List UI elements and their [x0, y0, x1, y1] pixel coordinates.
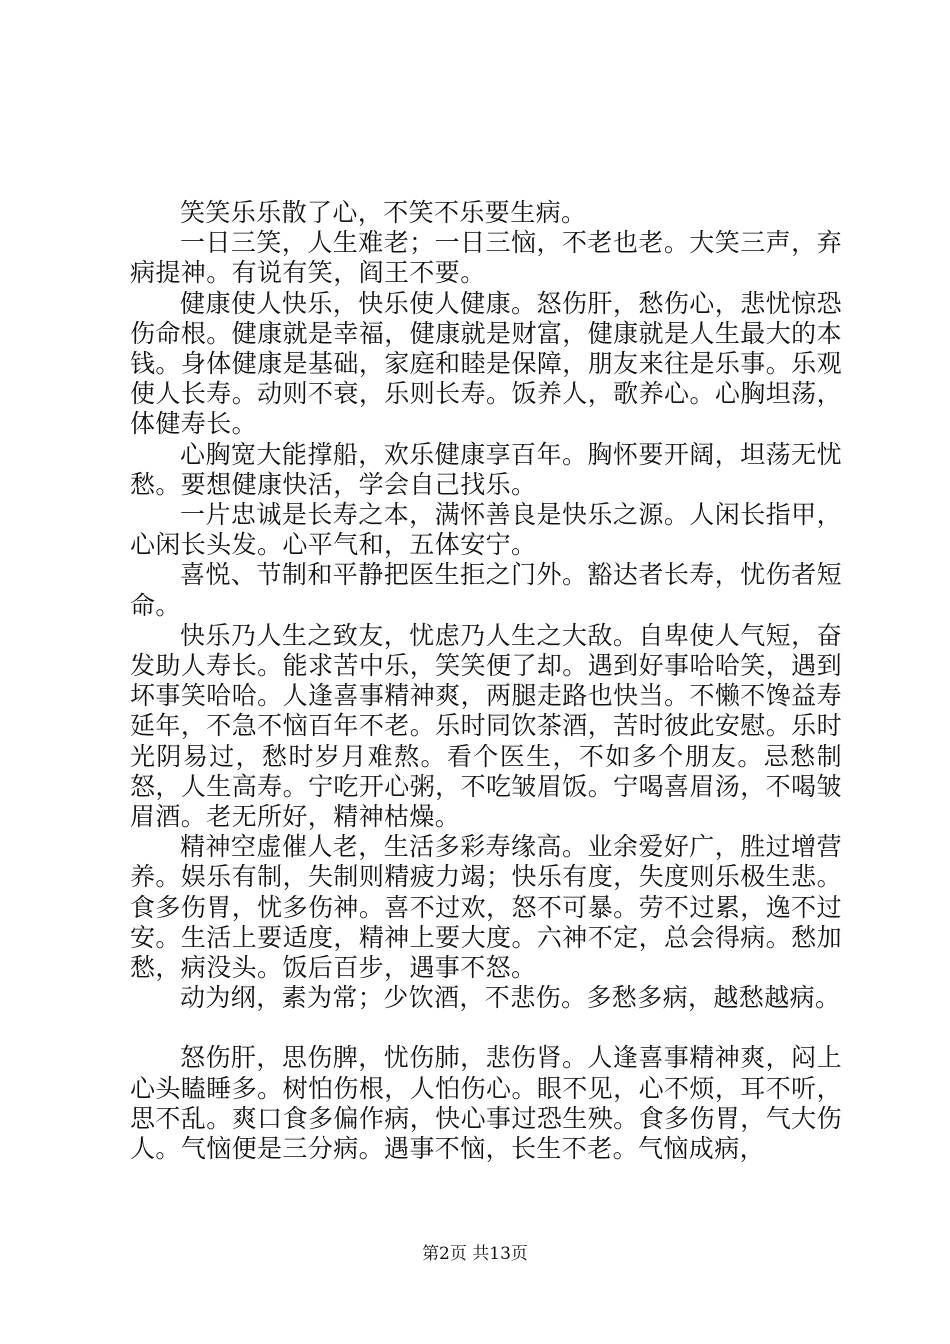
paragraph-4: 心胸宽大能撑船，欢乐健康享百年。胸怀要开阔，坦荡无忧愁。要想健康快活，学会自己找乐。 — [130, 439, 842, 499]
paragraph-1: 笑笑乐乐散了心，不笑不乐要生病。 — [180, 198, 587, 227]
paragraph-5: 一片忠诚是长寿之本，满怀善良是快乐之源。人闲长指甲，心闲长头发。心平气和，五体安宁。 — [130, 500, 842, 560]
page-number-footer: 第2页 共13页 — [422, 1244, 528, 1264]
paragraph-2: 一日三笑，人生难老；一日三恼，不老也老。大笑三声，弃病提神。有说有笑，阎王不要。 — [130, 228, 842, 288]
paragraph-10: 怒伤肝，思伤脾，忧伤肺，悲伤肾。人逢喜事精神爽，闷上心头瞌睡多。树怕伤根，人怕伤心。眼不见，心不烦，耳不听，思不乱。爽口食多偏作病，快心事过恐生殃。食多伤胃，气大伤人。气恼便是三分病。遇事不恼，长生不老。气恼成病， — [130, 1043, 842, 1164]
document-body — [130, 198, 842, 1164]
paragraph-9: 动为纲，素为常；少饮酒，不悲伤。多愁多病，越愁越病。 — [180, 983, 841, 1013]
paragraph-8: 精神空虚催人老，生活多彩寿缘高。业余爱好广，胜过增营养。娱乐有制，失制则精疲力竭；快乐有度，失度则乐极生悲。食多伤胃，忧多伤神。喜不过欢，怒不可暴。劳不过累，逸不过安。生活上要适度，精神上要大度。六神不定，总会得病。愁加愁，病没头。饭后百步，遇事不怒。 — [130, 832, 842, 983]
paragraph-3: 健康使人快乐，快乐使人健康。怒伤肝，愁伤心，悲忧惊恐伤命根。健康就是幸福，健康就是财富，健康就是人生最大的本钱。身体健康是基础，家庭和睦是保障，朋友来往是乐事。乐观使人长寿。动则不衰，乐则长寿。饭养人，歌养心。心胸坦荡，体健寿长。 — [130, 288, 842, 439]
paragraph-7: 快乐乃人生之致友，忧虑乃人生之大敌。自卑使人气短，奋发助人寿长。能求苦中乐，笑笑便了却。遇到好事哈哈笑，遇到坏事笑哈哈。人逢喜事精神爽，两腿走路也快当。不懒不馋益寿延年，不急不恼百年不老。乐时同饮茶酒，苦时彼此安慰。乐时光阴易过，愁时岁月难熬。看个医生，不如多个朋友。忌愁制怒，人生高寿。宁吃开心粥，不吃皱眉饭。宁喝喜眉汤，不喝皱眉酒。老无所好，精神枯燥。 — [130, 620, 842, 832]
paragraph-6: 喜悦、节制和平静把医生拒之门外。豁达者长寿，忧伤者短命。 — [130, 560, 842, 620]
